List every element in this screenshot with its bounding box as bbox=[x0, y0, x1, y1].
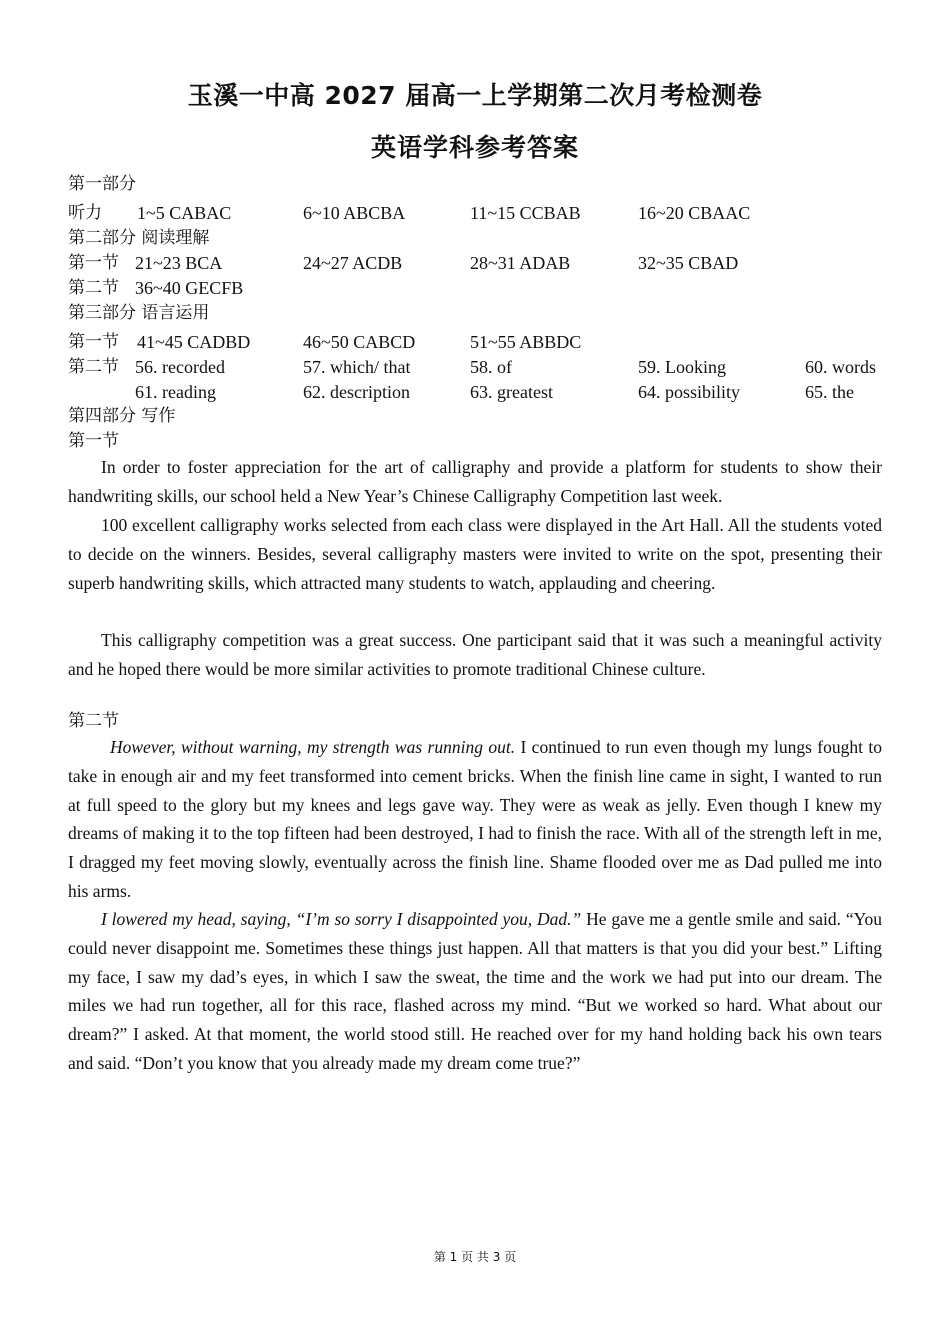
answer-group: 21~23 BCA bbox=[135, 253, 223, 273]
fill-answer: 58. of bbox=[470, 357, 512, 377]
fill-answer: 57. which/ that bbox=[303, 357, 411, 377]
fill-answer: 59. Looking bbox=[638, 357, 726, 377]
part1-heading: 第一部分 bbox=[68, 174, 136, 194]
reading-section2-row bbox=[68, 276, 888, 300]
part2-heading: 第二部分 阅读理解 bbox=[68, 228, 210, 248]
paragraph-body: I continued to run even though my lungs fought to take in enough air and my feet transformed into cement bricks. When the finish line came in sight, I wanted to run at full speed to the glory but my knees and legs gave way. They were as weak as jelly. Even though I knew my dreams of making it to the top fifteen had been destroyed, I had to finish the race. With all of the strength left in me, I dragged my feet moving slowly, eventually across the finish line. Shame flooded over me as Dad pulled me into his arms. bbox=[68, 737, 882, 901]
fill-answer: 60. words bbox=[805, 357, 876, 377]
section-label: 第二节 bbox=[68, 357, 119, 377]
writing-section2-label: 第二节 bbox=[68, 711, 119, 731]
page-title: 玉溪一中高 2027 届高一上学期第二次月考检测卷 bbox=[187, 81, 763, 110]
part4-heading: 第四部分 写作 bbox=[68, 406, 176, 426]
answer-group: 36~40 GECFB bbox=[135, 278, 244, 298]
answer-group: 11~15 CCBAB bbox=[470, 203, 581, 223]
language-section2-row1 bbox=[68, 355, 888, 379]
language-section1-row bbox=[68, 330, 888, 354]
answer-group: 1~5 CABAC bbox=[137, 203, 232, 223]
answer-group: 46~50 CABCD bbox=[303, 332, 416, 352]
paragraph-body: He gave me a gentle smile and said. “You could never disappoint me. Sometimes these things just happen. All that matters is that you did your best.” Lifting my face, I saw my dad’s eyes, in which I saw the sweat, the time and the work we had put into our dream. The miles we had run together, all for this race, flashed across my mind. “But we worked so hard. What about our dream?” I asked. At that moment, the world stood still. He reached over for my hand holding back his own tears and said. “Don’t you know that you already made my dream come true?” bbox=[68, 909, 882, 1073]
fill-answer: 65. the bbox=[805, 382, 854, 402]
section-label: 第一节 bbox=[68, 253, 119, 273]
essay-paragraph: In order to foster appreciation for the art of calligraphy and provide a platform for students to show their handwriting skills, our school held a New Year’s Chinese Calligraphy Competition last week. bbox=[68, 457, 882, 506]
given-opening-sentence: However, without warning, my strength was running out. bbox=[110, 737, 516, 757]
fill-answer: 64. possibility bbox=[638, 382, 741, 402]
fill-answer: 56. recorded bbox=[135, 357, 225, 377]
fill-answer: 63. greatest bbox=[470, 382, 553, 402]
continuation-paragraph bbox=[68, 733, 882, 906]
answer-group: 16~20 CBAAC bbox=[638, 203, 751, 223]
listening-answers-row bbox=[68, 201, 888, 225]
answer-group: 28~31 ADAB bbox=[470, 253, 571, 273]
answer-group: 41~45 CADBD bbox=[137, 332, 251, 352]
fill-answer: 62. description bbox=[303, 382, 410, 402]
continuation-paragraph bbox=[68, 905, 882, 1078]
essay-paragraph: This calligraphy competition was a great success. One participant said that it was such a meaningful activity and he hoped there would be more similar activities to promote traditional Chinese culture. bbox=[68, 630, 882, 679]
essay-paragraph: 100 excellent calligraphy works selected from each class were displayed in the Art Hall. All the students voted to decide on the winners. Besides, several calligraphy masters were invited to write on the spot, presenting their superb handwriting skills, which attracted many students to watch, applauding and cheering. bbox=[68, 515, 882, 593]
part3-heading: 第三部分 语言运用 bbox=[68, 303, 210, 323]
fill-answer: 61. reading bbox=[135, 382, 216, 402]
page-subtitle: 英语学科参考答案 bbox=[370, 133, 579, 162]
reading-section1-row bbox=[68, 251, 888, 275]
section-label: 第二节 bbox=[68, 278, 119, 298]
answer-group: 51~55 ABBDC bbox=[470, 332, 582, 352]
given-opening-sentence: I lowered my head, saying, “I’m so sorry I disappointed you, Dad.” bbox=[101, 909, 582, 929]
answer-group: 24~27 ACDB bbox=[303, 253, 403, 273]
language-section2-row2 bbox=[68, 380, 888, 404]
listening-label: 听力 bbox=[68, 203, 102, 223]
page-number-footer: 第 1 页 共 3 页 bbox=[433, 1250, 517, 1264]
answer-group: 6~10 ABCBA bbox=[303, 203, 406, 223]
section-label: 第一节 bbox=[68, 332, 119, 352]
writing-section1-label: 第一节 bbox=[68, 431, 119, 451]
answer-group: 32~35 CBAD bbox=[638, 253, 739, 273]
